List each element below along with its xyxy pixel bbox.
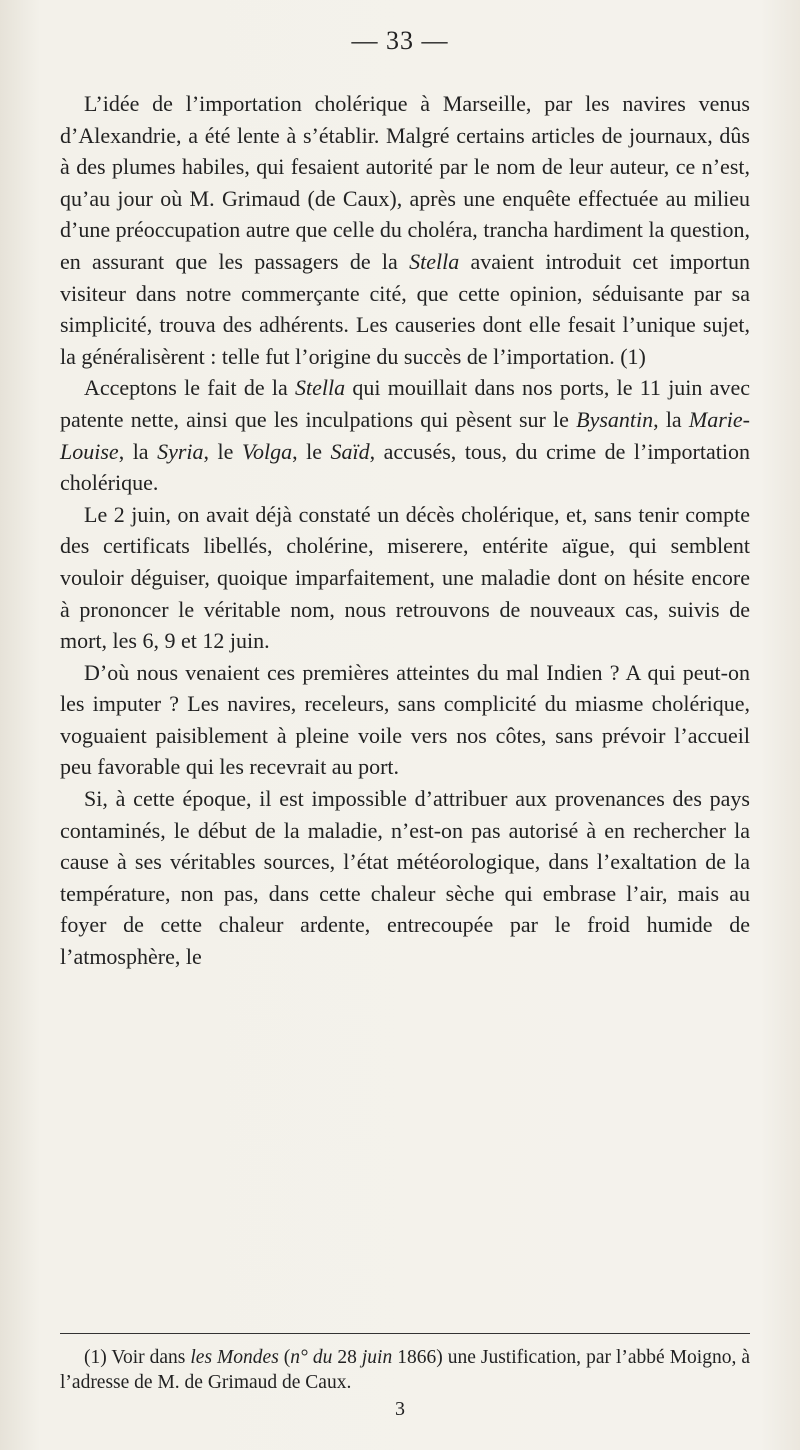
text-run: Si, à cette époque, il est impossible d’attribuer aux provenances des pays contaminés, le début de la maladie, n’est-on pas autorisé à en rechercher la cause à ses véritables sources, l’état météorologique, dans l’exaltation de la température, non pas, dans cette chaleur sèche qui embrase l’air, mais au foyer de cette chaleur ardente, entrecoupée par le froid humide de l’atmosphère, le: [60, 786, 750, 970]
text-run: qui mouillait dans nos ports, le 11 juin avec patente nette, ainsi que les inculpations qui pèsent sur le: [60, 375, 750, 432]
text-run: (: [278, 1347, 291, 1368]
paragraph: [60, 657, 750, 783]
text-run: 1866) une Justification, par l’abbé Moigno, à l’adresse de M. de Grimaud de Caux.: [60, 1347, 750, 1393]
italic-text: juin: [361, 1347, 393, 1368]
italic-text: Bysantin: [576, 406, 654, 432]
footnote-rule: [60, 1333, 750, 1334]
italic-text: Saïd: [330, 438, 370, 464]
italic-text: Syria: [157, 438, 204, 464]
text-run: , la: [653, 406, 689, 432]
paragraph: [60, 783, 750, 973]
italic-text: les Mondes: [190, 1347, 279, 1368]
italic-text: Marie-Louise: [60, 406, 750, 464]
text-run: D’où nous venaient ces premières atteintes du mal Indien ? A qui peut-on les imputer ? Les navires, receleurs, sans complicité du miasme cholérique, voguaient paisiblement à pleine voile vers nos côtes, sans prévoir l’accueil peu favorable qui les recevrait au port.: [60, 659, 750, 780]
footnote-text: [60, 1345, 750, 1395]
paragraph: [60, 372, 750, 498]
text-run: , le: [292, 438, 331, 464]
italic-text: Stella: [295, 375, 346, 401]
text-run: Le 2 juin, on avait déjà constaté un décès cholérique, et, sans tenir compte des certificats libellés, cholérine, miserere, entérite aïgue, qui semblent vouloir déguiser, quoique imparfaitement, une maladie dont on hésite encore à prononcer le véritable nom, nous retrouvons de nouveaux cas, suivis de mort, les 6, 9 et 12 juin.: [60, 501, 750, 654]
text-run: , la: [118, 438, 158, 464]
signature-mark: 3: [395, 1398, 405, 1420]
text-run: , accusés, tous, du crime de l’importation cholérique.: [60, 438, 750, 496]
page-number: — 33 —: [351, 26, 449, 55]
paragraph: [60, 499, 750, 657]
text-run: 28: [332, 1347, 362, 1368]
body-text: [60, 88, 750, 973]
text-run: , le: [203, 438, 242, 464]
italic-text: Volga: [241, 438, 293, 464]
italic-text: Stella: [409, 248, 460, 274]
paragraph: [60, 88, 750, 372]
text-run: Acceptons le fait de la: [84, 375, 295, 401]
footnote: [60, 1345, 750, 1395]
text-run: L’idée de l’importation cholérique à Marseille, par les navires venus d’Alexandrie, a été lente à s’établir. Malgré certains articles de journaux, dûs à des plumes habiles, qui fesaient autorité par le nom de leur auteur, ce n’est, qu’au jour où M. Grimaud (de Caux), après une enquête effectuée au milieu d’une préoccupation autre que celle du choléra, trancha hardiment la question, en assurant que les passagers de la: [60, 91, 750, 274]
italic-text: n° du: [290, 1347, 333, 1368]
text-run: avaient introduit cet importun visiteur dans notre commerçante cité, que cette opinion, séduisante par sa simplicité, trouva des adhérents. Les causeries dont elle fesait l’unique sujet, la généralisèrent : telle fut l’origine du succès de l’importation. (1): [60, 248, 750, 369]
text-run: (1) Voir dans: [84, 1347, 191, 1368]
